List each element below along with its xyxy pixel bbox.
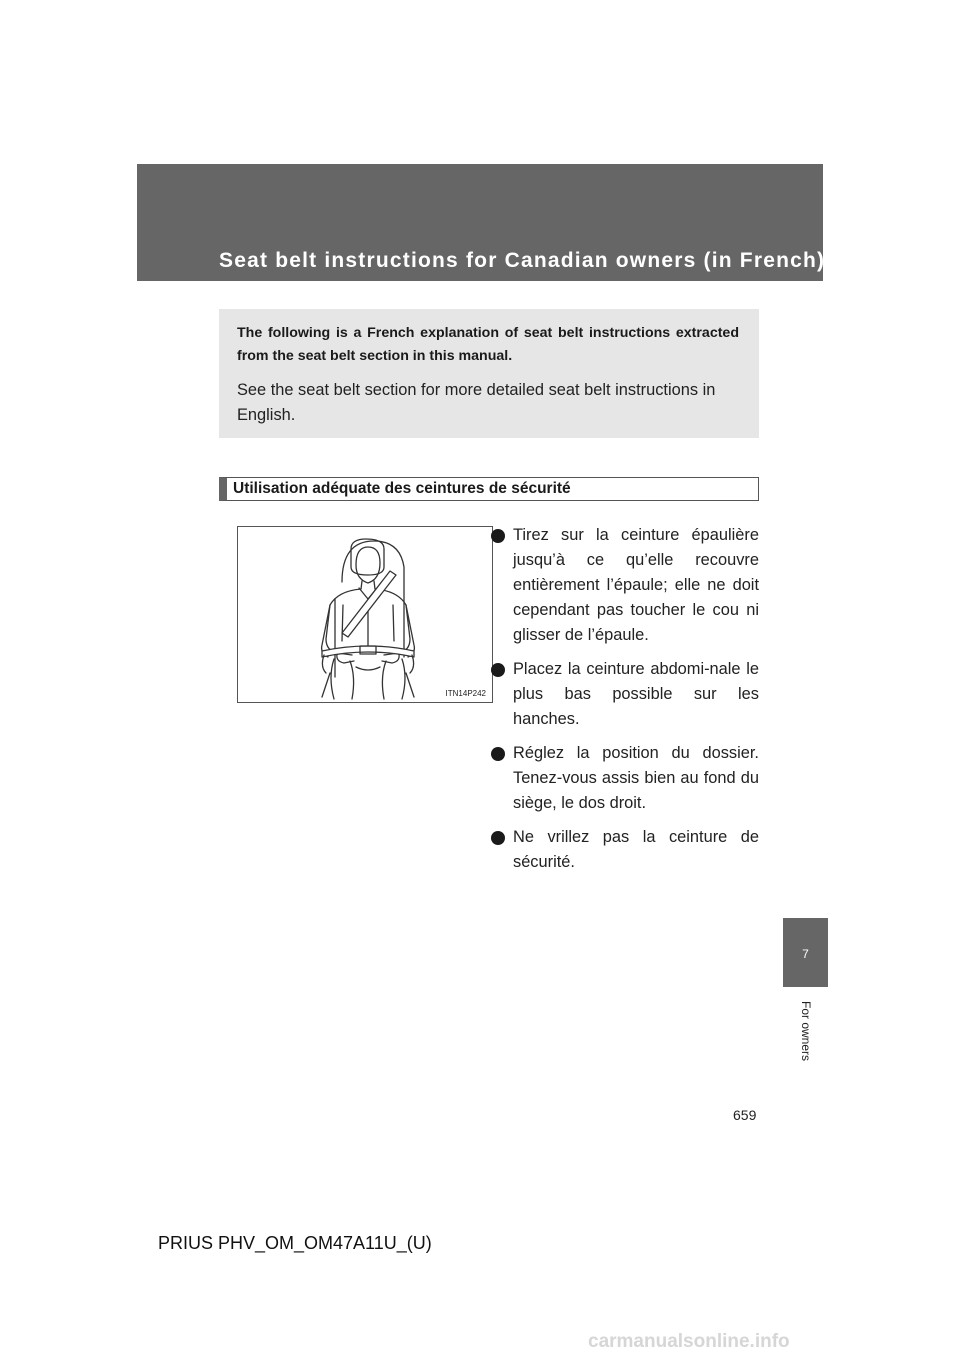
list-item-text: Placez la ceinture abdomi-nale le plus bas possible sur les hanches. [513,660,759,728]
watermark: carmanualsonline.info [588,1331,790,1352]
bullet-icon [491,831,505,845]
list-item-text: Tirez sur la ceinture épaulière jusqu’à ce qu’elle recouvre entièrement l’épaule; elle ne doit cependant pas toucher le cou ni glisser de l’épaule. [513,526,759,644]
intro-box [219,309,759,438]
chapter-header-band [137,164,826,281]
bullet-icon [491,529,505,543]
page-title: Seat belt instructions for Canadian owners (in French) [219,249,826,272]
chapter-label: For owners [799,1000,813,1062]
chapter-tab [783,918,828,987]
list-item [489,825,759,875]
figure-code: ITN14P242 [445,689,486,698]
intro-normal-text: See the seat belt section for more detailed seat belt instructions in English. [237,381,716,424]
page-number: 659 [733,1107,757,1123]
chapter-number: 7 [802,947,809,961]
list-item [489,741,759,816]
seated-person-drawing [238,527,492,702]
document-id: PRIUS PHV_OM_OM47A11U_(U) [158,1233,432,1253]
seat-belt-illustration [237,526,493,703]
bullet-icon [491,747,505,761]
intro-bold-text: The following is a French explanation of seat belt instructions extracted from the seat belt section in this manual. [237,325,739,364]
list-item-text: Ne vrillez pas la ceinture de sécurité. [513,828,759,871]
list-item [489,523,759,648]
list-item-text: Réglez la position du dossier. Tenez-vous assis bien au fond du siège, le dos droit. [513,744,759,812]
instruction-list [489,523,759,884]
list-item [489,657,759,732]
section-heading: Utilisation adéquate des ceintures de sécurité [219,477,759,501]
bullet-icon [491,663,505,677]
